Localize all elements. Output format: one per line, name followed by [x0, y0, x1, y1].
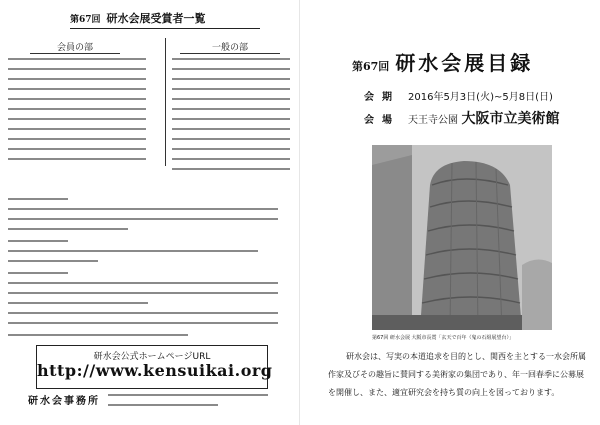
list-item [8, 322, 278, 324]
list-item [8, 68, 146, 70]
list-item [8, 78, 146, 80]
list-item [8, 208, 278, 210]
association-introduction [328, 348, 590, 402]
list-item [8, 88, 146, 90]
list-item [172, 108, 290, 110]
members-section-heading: 会員の部 [30, 40, 120, 54]
venue-name: 大阪市立美術館 [461, 111, 560, 127]
list-item [8, 260, 98, 262]
column-divider [165, 38, 166, 166]
list-item [8, 312, 278, 314]
list-item [172, 68, 290, 70]
list-item [172, 158, 290, 160]
website-label: 研水会公式ホームページURL [93, 352, 211, 362]
list-item [8, 272, 68, 274]
list-item [172, 138, 290, 140]
catalog-cover-page [300, 0, 600, 425]
list-item [8, 218, 278, 220]
list-item [8, 282, 278, 284]
catalog-title-number: 第67回 [352, 60, 390, 73]
list-item [172, 128, 290, 130]
list-item [8, 250, 258, 252]
list-item [8, 108, 146, 110]
list-item [8, 334, 188, 336]
list-item [8, 118, 146, 120]
exhibition-venue [364, 108, 559, 128]
venue-prefix: 天王寺公園 [408, 115, 458, 126]
list-item [8, 138, 146, 140]
catalog-title [352, 47, 533, 76]
list-item [8, 158, 146, 160]
office-name: 研水会事務所 [28, 396, 100, 407]
list-item [8, 302, 148, 304]
list-item [172, 88, 290, 90]
list-item [172, 168, 290, 170]
award-list-title [70, 10, 260, 29]
list-item [108, 404, 218, 406]
intro-text: 研水会は、写実の本道追求を目的とし、関西を主とする一水会所属作家及びその趣旨に賛同する美術家の集団であり、年一回春季に公募展を開催し、また、適宜研究会を持ち質の向上を図っております。 [328, 352, 586, 397]
period-label: 会期 [364, 92, 400, 103]
list-item [108, 394, 268, 396]
list-item [8, 148, 146, 150]
list-item [8, 198, 68, 200]
exhibition-period [364, 88, 553, 103]
list-item [8, 58, 146, 60]
list-item [8, 292, 278, 294]
website-url[interactable]: http://www.kensuikai.org [37, 361, 273, 380]
award-list-title-number: 第67回 [70, 15, 101, 25]
list-item [8, 228, 128, 230]
list-item [8, 128, 146, 130]
list-item [172, 58, 290, 60]
list-item [172, 148, 290, 150]
stone-tower-image [372, 145, 552, 330]
photo-caption: 第67回 研水会展 大阪市長賞「玄天で百年（鬼の石組展望台）」 [372, 335, 515, 341]
venue-label: 会場 [364, 115, 400, 126]
general-section-heading: 一般の部 [180, 40, 280, 54]
catalog-title-text: 研水会展目録 [395, 51, 534, 75]
list-item [172, 78, 290, 80]
website-box [36, 345, 273, 389]
list-item [172, 118, 290, 120]
list-item [8, 98, 146, 100]
period-value: 2016年5月3日(火)~5月8日(日) [408, 92, 553, 103]
award-list-title-text: 研水会展受賞者一覧 [106, 12, 206, 25]
list-item [172, 98, 290, 100]
list-item [8, 240, 68, 242]
award-painting-photo [372, 145, 552, 330]
